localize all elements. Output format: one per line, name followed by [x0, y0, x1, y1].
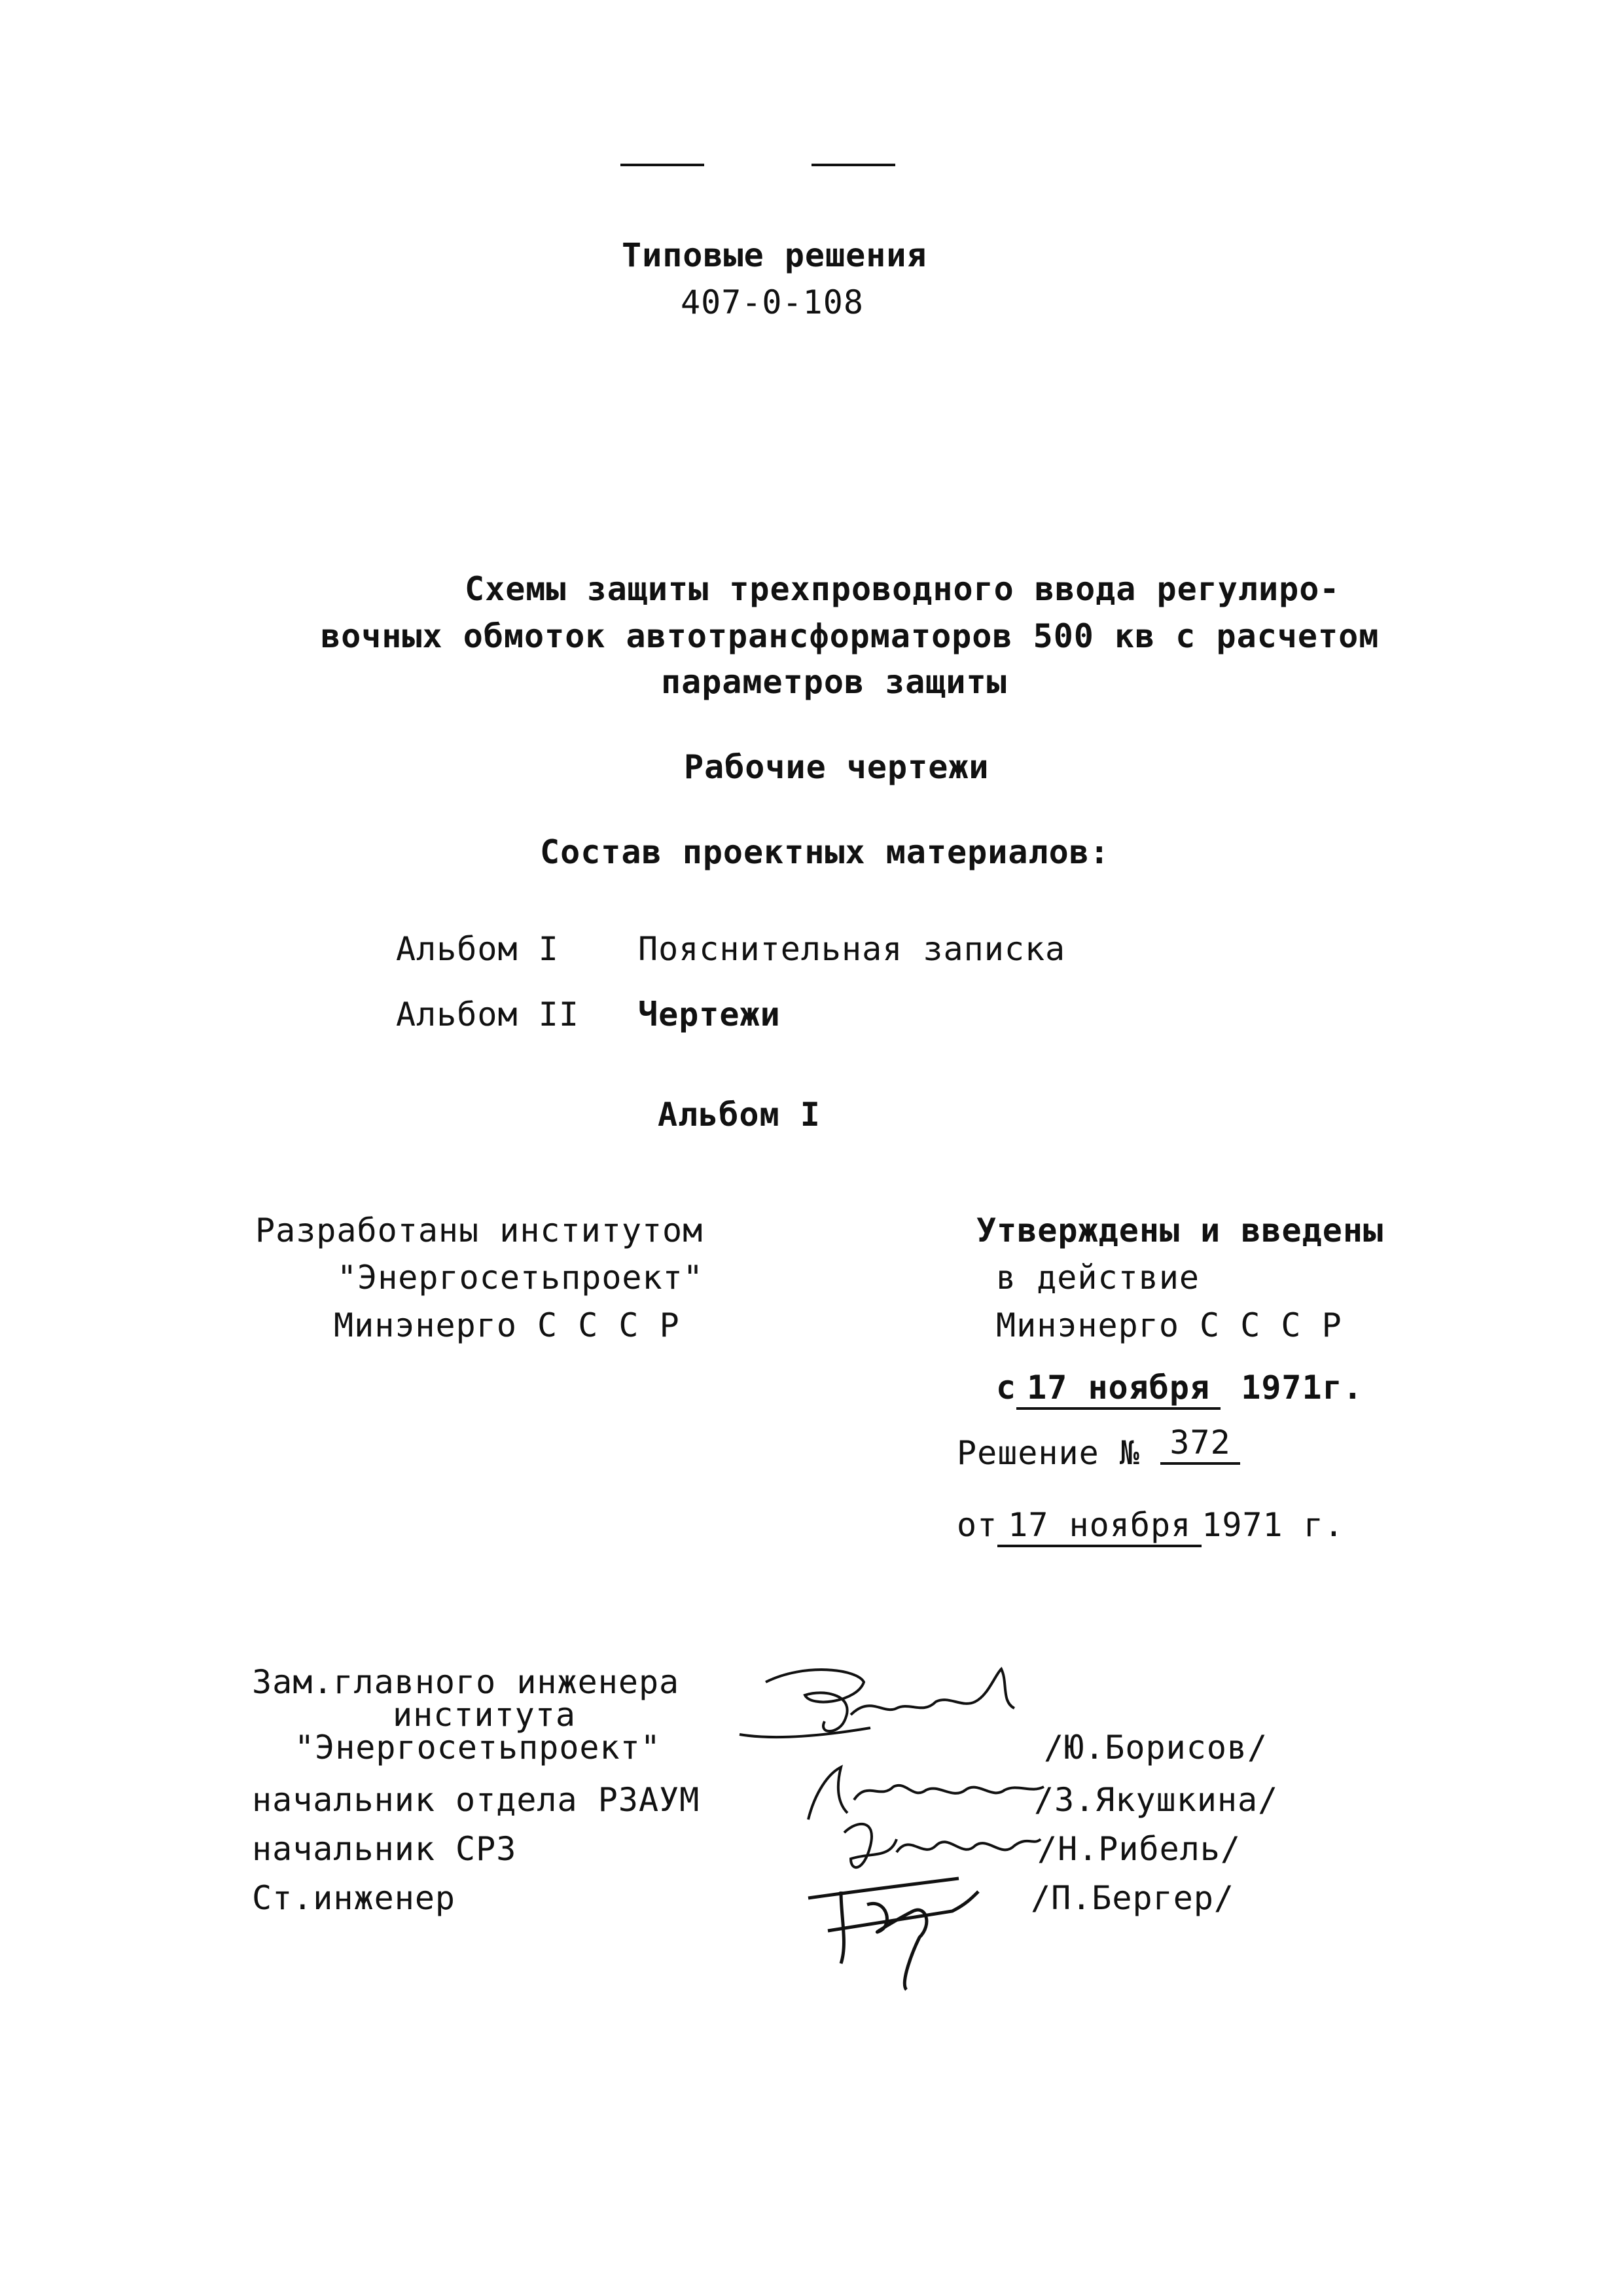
approved-line-2: в действие — [996, 1259, 1200, 1297]
role-senior-engineer: Ст.инженер — [252, 1879, 456, 1917]
top-dash-left — [620, 164, 704, 166]
role-head-of-department: начальник отдела РЗАУМ — [252, 1781, 700, 1819]
decision-date-row — [957, 1505, 1344, 1547]
composition-heading: Состав проектных материалов: — [540, 833, 1110, 871]
decision-year: 1971 г. — [1202, 1506, 1344, 1544]
decision-number: 372 — [1160, 1423, 1240, 1465]
album-2-label: Альбом II — [396, 996, 579, 1033]
approved-from-row — [996, 1368, 1363, 1410]
document-code: 407-0-108 — [681, 283, 864, 321]
approved-from-date: 17 ноября — [1016, 1368, 1221, 1410]
approved-from-year: 1971г. — [1241, 1369, 1363, 1407]
decision-date: 17 ноября — [997, 1505, 1202, 1547]
album-1-title: Пояснительная записка — [638, 930, 1066, 968]
album-1-label: Альбом I — [396, 930, 559, 968]
current-album: Альбом I — [658, 1096, 821, 1134]
work-drawings-title: Рабочие чертежи — [684, 748, 990, 786]
subject-line-2: вочных обмоток автотрансформаторов 500 кв с расчетом — [321, 617, 1380, 655]
role-institute-name: "Энергосетьпроект" — [294, 1729, 661, 1767]
signature-berger — [802, 1865, 998, 1996]
decision-label: Решение № — [957, 1434, 1140, 1472]
developed-line-2: "Энергосетьпроект" — [337, 1259, 704, 1297]
approved-line-1: Утверждены и введены — [976, 1211, 1384, 1249]
developed-line-1: Разработаны институтом — [255, 1211, 704, 1249]
role-deputy-chief-engineer: Зам.главного инженера — [252, 1663, 680, 1701]
top-dash-right — [812, 164, 895, 166]
subject-line-1: Схемы защиты трехпроводного ввода регулиро- — [465, 570, 1340, 608]
name-yakushkina: /З.Якушкина/ — [1034, 1781, 1279, 1819]
signature-borisov — [726, 1656, 1041, 1761]
decision-row — [957, 1424, 1240, 1475]
name-borisov: /Ю.Борисов/ — [1044, 1729, 1268, 1767]
role-head-srz: начальник СРЗ — [252, 1830, 517, 1868]
role-institute: института — [393, 1696, 576, 1734]
developed-line-3: Минэнерго С С С Р — [334, 1306, 680, 1344]
approved-from-prefix: с — [996, 1369, 1017, 1407]
album-2-title: Чертежи — [638, 996, 781, 1033]
name-berger: /П.Бергер/ — [1031, 1879, 1235, 1917]
subject-line-3: параметров защиты — [661, 663, 1007, 701]
approved-line-3: Минэнерго С С С Р — [996, 1306, 1342, 1344]
decision-date-prefix: от — [957, 1506, 998, 1544]
document-type-title: Типовые решения — [622, 236, 927, 274]
name-ribel: /Н.Рибель/ — [1037, 1830, 1241, 1868]
